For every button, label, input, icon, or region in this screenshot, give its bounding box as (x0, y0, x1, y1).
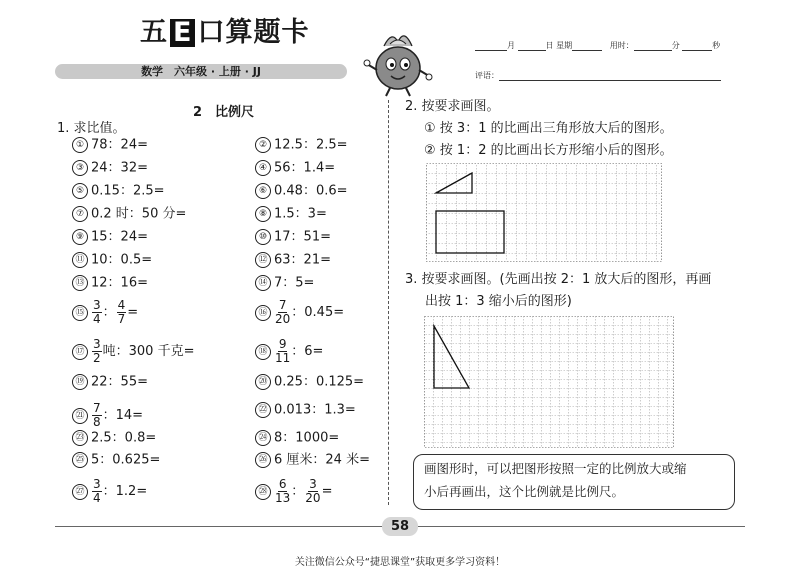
q1-item-10: ⑩ 17：51= (255, 229, 331, 246)
column-divider (388, 100, 389, 505)
footer-text: 关注微信公众号“捷思课堂”获取更多学习资料！ (294, 557, 506, 568)
q1-item-8: ⑧ 1.5：3= (255, 206, 327, 223)
q1-item-1: ① 78：24= (72, 137, 148, 154)
minutes-field[interactable] (634, 41, 672, 51)
q1-item-19: ⑲ 22：55= (72, 374, 148, 391)
comment-line: 评语： (475, 70, 721, 81)
q2-drawing-grid (426, 163, 662, 262)
q1-item-18: ⑱ $\frac{9}{11}$ ：6= (255, 338, 323, 365)
brand-letter: E (170, 19, 195, 47)
q1-item-26: ㉖ 6 厘米：24 米= (255, 452, 370, 469)
q3-title-line2: 出按 1：3 缩小后的图形) (425, 294, 572, 309)
q1-item-11: ⑪ 10：0.5= (72, 252, 152, 269)
q1-item-16: ⑯ $\frac{7}{20}$ ：0.45= (255, 299, 344, 326)
page-number: 58 (382, 517, 418, 536)
q1-item-7: ⑦ 0.2 时：50 分= (72, 206, 186, 223)
brand-title (140, 10, 309, 49)
q1-item-15: ⑮ $\frac{3}{4}$ ： $\frac{4}{7}$ = (72, 299, 138, 326)
q1-item-13: ⑬ 12：16= (72, 275, 148, 292)
q1-item-3: ③ 24：32= (72, 160, 148, 177)
q2-item-2: ② 按 1：2 的比画出长方形缩小后的图形。 (424, 143, 673, 158)
q3-drawing-grid (424, 316, 674, 448)
brand-suffix: 口算题卡 (197, 17, 310, 48)
brand-prefix: 五 (140, 17, 168, 48)
seconds-field[interactable] (682, 41, 712, 51)
q1-title: 1. 求比值。 (57, 121, 126, 136)
q1-item-4: ④ 56：1.4= (255, 160, 335, 177)
q1-item-17: ⑰ $\frac{3}{2}$ 吨：300 千克= (72, 338, 194, 365)
q2-item-1: ① 按 3：1 的比画出三角形放大后的图形。 (424, 121, 673, 136)
month-field[interactable] (475, 41, 507, 51)
q1-item-27: ㉗ $\frac{3}{4}$ ：1.2= (72, 478, 147, 505)
q1-item-25: ㉕ 5：0.625= (72, 452, 160, 469)
section-title: 2 比例尺 (193, 105, 255, 120)
q1-item-5: ⑤ 0.15：2.5= (72, 183, 165, 200)
q2-title: 2. 按要求画图。 (405, 99, 500, 114)
tip-box: 画图形时，可以把图形按照一定的比例放大或缩 小后再画出，这个比例就是比例尺。 (413, 454, 735, 510)
q1-item-9: ⑨ 15：24= (72, 229, 148, 246)
subtitle-bar: 数学 六年级 · 上册 · JJ (55, 64, 347, 79)
q1-item-22: ㉒ 0.013：1.3= (255, 402, 356, 419)
day-field[interactable] (518, 41, 546, 51)
q1-item-2: ② 12.5：2.5= (255, 137, 348, 154)
q1-item-6: ⑥ 0.48：0.6= (255, 183, 348, 200)
weekday-field[interactable] (572, 41, 602, 51)
q3-title-line1: 3. 按要求画图。(先画出按 2：1 放大后的图形，再画 (405, 272, 712, 287)
q1-item-21: ㉑ $\frac{7}{8}$ ：14= (72, 402, 143, 429)
q1-item-23: ㉓ 2.5：0.8= (72, 430, 156, 447)
q1-item-12: ⑫ 63：21= (255, 252, 331, 269)
q1-item-20: ⑳ 0.25：0.125= (255, 374, 364, 391)
mascot-illustration (362, 24, 434, 98)
q1-item-14: ⑭ 7：5= (255, 275, 314, 292)
q1-item-28: ㉘ $\frac{6}{13}$ ： $\frac{3}{20}$ = (255, 478, 332, 505)
comment-field[interactable] (499, 71, 721, 81)
date-time-line: 月 日 星期 用时： 分 秒 (475, 40, 720, 51)
q1-item-24: ㉔ 8：1000= (255, 430, 339, 447)
